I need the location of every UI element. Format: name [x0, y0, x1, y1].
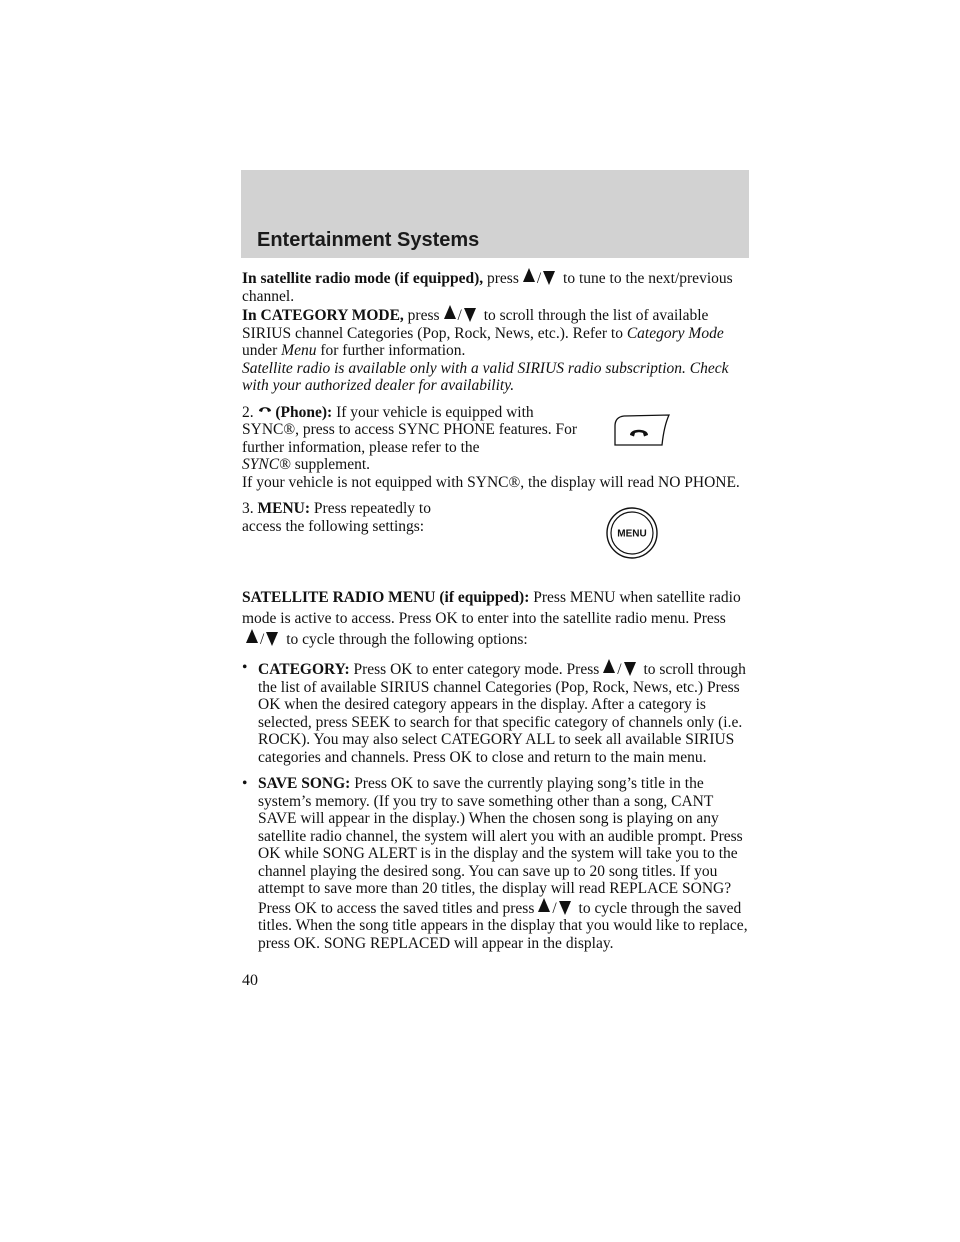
phone-button-illustration — [614, 414, 670, 446]
satellite-note: Satellite radio is available only with a valid SIRIUS radio subscription. Check with your authorized dealer for availability. — [242, 359, 729, 394]
menu-button-label: MENU — [617, 528, 647, 540]
up-arrow-icon — [444, 305, 456, 319]
section-title: Entertainment Systems — [257, 229, 480, 251]
phone-no-sync: If your vehicle is not equipped with SYNC®, the display will read NO PHONE. — [242, 473, 740, 491]
bullet: • — [242, 775, 248, 792]
up-arrow-icon — [246, 629, 258, 643]
section-header-band — [241, 170, 749, 258]
phone-paragraph: 2. (Phone): If your vehicle is equipped with SYNC®, press to access SYNC PHONE features. For further information, please refer to the — [242, 403, 578, 456]
down-arrow-icon — [624, 662, 636, 676]
phone-icon — [258, 404, 272, 414]
list-item-category: • CATEGORY: Press OK to enter category mode. Press / to scroll through the list of available SIRIUS channel Categories (Pop, Rock, News, etc.) Press OK when the desired category appears in the display. After a category is selected, press SEEK to search for that specific category of channels only (i.e. ROCK). You may also select CATEGORY ALL to seek all available SIRIUS categories and channels. Press OK to close and return to the main menu. — [242, 659, 746, 766]
up-arrow-icon — [538, 898, 550, 912]
down-arrow-icon — [266, 632, 278, 646]
satellite-menu-paragraph: SATELLITE RADIO MENU (if equipped): Press MENU when satellite radio mode is active to access. Press OK to enter into the satellite radio menu. Press/ to cycle through the following options: — [242, 589, 741, 648]
up-arrow-icon — [523, 268, 535, 282]
menu-button-illustration — [605, 506, 659, 560]
menu-paragraph: 3. MENU: Press repeatedly to access the following settings: — [242, 500, 431, 535]
down-arrow-icon — [543, 271, 555, 285]
page-content — [242, 268, 750, 952]
down-arrow-icon — [559, 901, 571, 915]
phone-paragraph-continued: SYNC® supplement. — [242, 456, 371, 473]
down-arrow-icon — [464, 308, 476, 322]
phone-section — [242, 404, 750, 492]
up-arrow-icon — [603, 659, 615, 673]
category-mode-paragraph: In CATEGORY MODE, press / to scroll through the list of available SIRIUS channel Categories (Pop, Rock, News, etc.). Refer to Category Mode under Menu for further information. — [242, 307, 724, 359]
menu-section — [242, 500, 750, 578]
satellite-mode-paragraph: In satellite radio mode (if equipped), press / to tune to the next/previous channel. — [242, 270, 733, 305]
bullet: • — [242, 659, 248, 676]
list-item-save-song: • SAVE SONG: Press OK to save the currently playing song’s title in the system’s memory. (If you try to save something other than a song, CANT SAVE will appear in the display.) When the chosen song is playing on any satellite radio channel, the system will alert you with an audible prompt. Press OK while SONG ALERT is in the display and the system will take you to the channel playing the desired song. You can save up to 20 song titles. If you attempt to save more than 20 titles, the display will read REPLACE SONG? Press OK to access the saved titles and press / to cycle through the saved titles. When the song title appears in the display that you would like to replace, press OK. SONG REPLACED will appear in the display. — [242, 775, 748, 952]
page-number: 40 — [242, 972, 258, 989]
